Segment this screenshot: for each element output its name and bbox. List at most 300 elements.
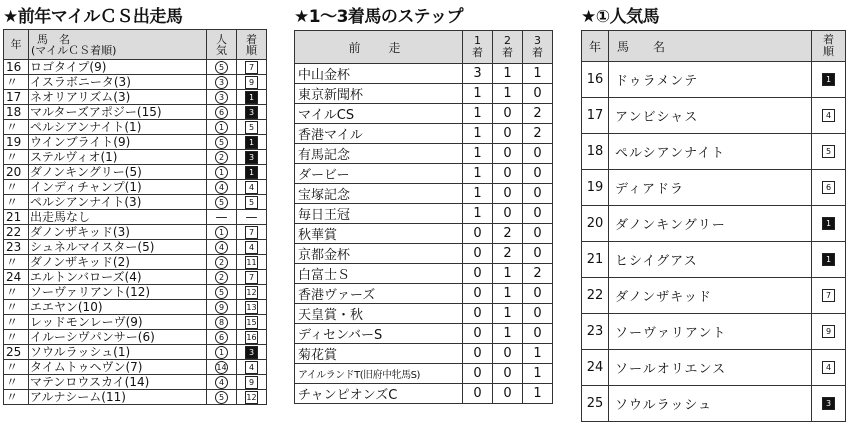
table-row bbox=[295, 264, 553, 284]
race-cell: 毎日王冠 bbox=[295, 204, 463, 224]
popularity-circle: 9 bbox=[215, 301, 228, 314]
table-row bbox=[4, 285, 267, 300]
popularity-circle: 5 bbox=[215, 196, 228, 209]
popularity-cell bbox=[207, 225, 237, 240]
table-row bbox=[295, 304, 553, 324]
fav-name-cell: ペルシアンナイト bbox=[609, 134, 812, 170]
horse-cell: マルターズアポジー(15) bbox=[29, 105, 207, 120]
third-count-cell: 0 bbox=[523, 304, 553, 324]
fav-year-cell: 21 bbox=[582, 242, 609, 278]
prior-steps-table bbox=[294, 30, 553, 404]
fav-finish-cell bbox=[812, 386, 846, 422]
finish-box: 4 bbox=[245, 181, 258, 194]
finish-box: 1 bbox=[822, 217, 835, 230]
finish-cell bbox=[237, 225, 267, 240]
table-row bbox=[582, 98, 846, 134]
finish-header bbox=[237, 30, 267, 60]
fav-name-cell: ソーヴァリアント bbox=[609, 314, 812, 350]
second-count-cell: 0 bbox=[493, 184, 523, 204]
popularity-circle: 4 bbox=[215, 181, 228, 194]
favorites-title: ★①人気馬 bbox=[581, 7, 660, 27]
finish-box: 1 bbox=[245, 166, 258, 179]
table-row bbox=[4, 180, 267, 195]
popularity-circle: 2 bbox=[215, 151, 228, 164]
popularity-header bbox=[207, 30, 237, 60]
third-count-cell: 2 bbox=[523, 264, 553, 284]
horse-cell: レッドモンレーヴ(9) bbox=[29, 315, 207, 330]
first-count-cell: 1 bbox=[463, 164, 493, 184]
finish-cell bbox=[237, 240, 267, 255]
race-cell: 菊花賞 bbox=[295, 344, 463, 364]
finish-box: 3 bbox=[245, 151, 258, 164]
finish-cell bbox=[237, 345, 267, 360]
finish-box: 4 bbox=[822, 361, 835, 374]
table-row bbox=[4, 345, 267, 360]
horse-cell: 出走馬なし bbox=[29, 210, 207, 225]
popularity-cell bbox=[207, 75, 237, 90]
table-row bbox=[4, 360, 267, 375]
finish-box: 3 bbox=[245, 106, 258, 119]
second-count-cell: 0 bbox=[493, 204, 523, 224]
year-cell: 23 bbox=[4, 240, 29, 255]
popularity-cell bbox=[207, 330, 237, 345]
third-count-cell: 0 bbox=[523, 224, 553, 244]
table-row bbox=[4, 135, 267, 150]
popularity-cell bbox=[207, 300, 237, 315]
fav-year-cell: 24 bbox=[582, 350, 609, 386]
table-row bbox=[582, 206, 846, 242]
second-count-cell: 1 bbox=[493, 264, 523, 284]
year-cell: 16 bbox=[4, 60, 29, 75]
table-row bbox=[582, 386, 846, 422]
finish-cell bbox=[237, 135, 267, 150]
popularity-circle: 4 bbox=[215, 376, 228, 389]
fav-year-cell: 18 bbox=[582, 134, 609, 170]
third-count-cell: 0 bbox=[523, 324, 553, 344]
race-cell: 東京新聞杯 bbox=[295, 84, 463, 104]
popularity-header-line2: 気 bbox=[216, 43, 227, 57]
fav-finish-cell bbox=[812, 134, 846, 170]
first-place-header-label: 着 bbox=[472, 46, 483, 59]
table-row bbox=[4, 120, 267, 135]
table-row bbox=[582, 314, 846, 350]
table-row bbox=[295, 324, 553, 344]
second-count-cell: 2 bbox=[493, 244, 523, 264]
first-count-cell: 0 bbox=[463, 304, 493, 324]
table-row bbox=[295, 224, 553, 244]
finish-cell bbox=[237, 330, 267, 345]
fav-finish-cell bbox=[812, 350, 846, 386]
first-count-cell: 1 bbox=[463, 144, 493, 164]
table-row bbox=[4, 60, 267, 75]
horse-cell: エルトンバローズ(4) bbox=[29, 270, 207, 285]
finish-cell bbox=[237, 120, 267, 135]
third-place-header-label: 着 bbox=[532, 46, 543, 59]
finish-box: 13 bbox=[246, 303, 257, 312]
table-row bbox=[4, 90, 267, 105]
table-row bbox=[4, 210, 267, 225]
finish-box: 7 bbox=[245, 271, 258, 284]
fav-finish-cell bbox=[812, 206, 846, 242]
fav-name-header: 馬 名 bbox=[609, 31, 812, 62]
popularity-circle: 2 bbox=[215, 271, 228, 284]
popularity-cell bbox=[207, 315, 237, 330]
favorites-body bbox=[582, 62, 846, 422]
table-row bbox=[4, 75, 267, 90]
second-count-cell: 0 bbox=[493, 164, 523, 184]
fav-name-cell: ソウルラッシュ bbox=[609, 386, 812, 422]
table-row bbox=[4, 150, 267, 165]
horse-header-line1: 馬 名 bbox=[37, 32, 70, 46]
third-place-header-num: 3 bbox=[534, 34, 541, 47]
year-cell: 〃 bbox=[4, 390, 29, 405]
finish-box: 15 bbox=[246, 318, 257, 327]
finish-cell bbox=[237, 300, 267, 315]
table-row bbox=[295, 144, 553, 164]
horse-header-line2: (マイルＣＳ着順) bbox=[31, 43, 117, 57]
fav-finish-cell bbox=[812, 98, 846, 134]
table-row bbox=[4, 375, 267, 390]
popularity-cell bbox=[207, 105, 237, 120]
finish-cell bbox=[237, 150, 267, 165]
past-entries-table bbox=[3, 29, 267, 405]
finish-box: 1 bbox=[822, 73, 835, 86]
year-cell: 〃 bbox=[4, 315, 29, 330]
second-count-cell: 1 bbox=[493, 284, 523, 304]
race-cell: ダービー bbox=[295, 164, 463, 184]
popularity-cell bbox=[207, 150, 237, 165]
fav-year-cell: 25 bbox=[582, 386, 609, 422]
first-count-cell: 0 bbox=[463, 364, 493, 384]
second-count-cell: 0 bbox=[493, 104, 523, 124]
third-count-cell: 0 bbox=[523, 204, 553, 224]
finish-box: 9 bbox=[245, 376, 258, 389]
table-row bbox=[295, 384, 553, 404]
table-row bbox=[295, 64, 553, 84]
horse-cell: マテンロウスカイ(14) bbox=[29, 375, 207, 390]
finish-cell bbox=[237, 60, 267, 75]
table-row bbox=[582, 350, 846, 386]
race-cell: ディセンバーS bbox=[295, 324, 463, 344]
popularity-circle: 14 bbox=[216, 363, 227, 372]
table-row bbox=[295, 104, 553, 124]
finish-cell bbox=[237, 90, 267, 105]
prior-steps-body bbox=[295, 64, 553, 404]
fav-name-cell: ソールオリエンス bbox=[609, 350, 812, 386]
race-header: 前 走 bbox=[295, 31, 463, 64]
past-entries-body bbox=[4, 60, 267, 405]
fav-finish-cell bbox=[812, 170, 846, 206]
year-cell: 17 bbox=[4, 90, 29, 105]
finish-cell bbox=[237, 285, 267, 300]
table-row bbox=[582, 170, 846, 206]
finish-box: 4 bbox=[822, 109, 835, 122]
table-row bbox=[582, 134, 846, 170]
popularity-circle: 5 bbox=[215, 286, 228, 299]
horse-cell: シュネルマイスター(5) bbox=[29, 240, 207, 255]
finish-cell bbox=[237, 180, 267, 195]
fav-name-cell: ダノンキングリー bbox=[609, 206, 812, 242]
horse-cell: ペルシアンナイト(1) bbox=[29, 120, 207, 135]
fav-year-cell: 17 bbox=[582, 98, 609, 134]
first-count-cell: 1 bbox=[463, 104, 493, 124]
fav-name-cell: ドゥラメンテ bbox=[609, 62, 812, 98]
finish-cell bbox=[237, 210, 267, 225]
third-count-cell: 2 bbox=[523, 104, 553, 124]
year-cell: 〃 bbox=[4, 75, 29, 90]
fav-name-cell: アンビシャス bbox=[609, 98, 812, 134]
year-cell: 〃 bbox=[4, 330, 29, 345]
table-row bbox=[582, 62, 846, 98]
third-count-cell: 1 bbox=[523, 364, 553, 384]
year-cell: 18 bbox=[4, 105, 29, 120]
first-count-cell: 1 bbox=[463, 204, 493, 224]
first-count-cell: 0 bbox=[463, 384, 493, 404]
second-place-header-num: 2 bbox=[504, 34, 511, 47]
horse-cell: ダノンザキッド(2) bbox=[29, 255, 207, 270]
horse-cell: タイムトゥヘヴン(7) bbox=[29, 360, 207, 375]
finish-box: 12 bbox=[246, 393, 257, 402]
year-cell: 〃 bbox=[4, 120, 29, 135]
popularity-cell bbox=[207, 120, 237, 135]
fav-finish-header-line1: 着 bbox=[823, 33, 834, 46]
popularity-cell bbox=[207, 345, 237, 360]
finish-box: 3 bbox=[822, 397, 835, 410]
year-cell: 20 bbox=[4, 165, 29, 180]
third-count-cell: 0 bbox=[523, 84, 553, 104]
favorites-table bbox=[581, 30, 846, 422]
finish-box: 1 bbox=[245, 136, 258, 149]
year-header: 年 bbox=[4, 30, 29, 60]
first-count-cell: 0 bbox=[463, 344, 493, 364]
horse-cell: イスラボニータ(3) bbox=[29, 75, 207, 90]
year-cell: 19 bbox=[4, 135, 29, 150]
horse-cell: ネオリアリズム(3) bbox=[29, 90, 207, 105]
race-cell: 香港ヴァーズ bbox=[295, 284, 463, 304]
race-cell: 天皇賞・秋 bbox=[295, 304, 463, 324]
table-row bbox=[4, 390, 267, 405]
finish-cell bbox=[237, 255, 267, 270]
first-count-cell: 0 bbox=[463, 244, 493, 264]
popularity-circle: 6 bbox=[215, 106, 228, 119]
finish-cell bbox=[237, 105, 267, 120]
year-cell: 〃 bbox=[4, 195, 29, 210]
second-count-cell: 2 bbox=[493, 224, 523, 244]
popularity-cell bbox=[207, 270, 237, 285]
race-cell: 京都金杯 bbox=[295, 244, 463, 264]
finish-box: 11 bbox=[246, 258, 257, 267]
third-count-cell: 0 bbox=[523, 284, 553, 304]
third-count-cell: 1 bbox=[523, 344, 553, 364]
popularity-cell bbox=[207, 210, 237, 225]
fav-finish-cell bbox=[812, 62, 846, 98]
first-place-header bbox=[463, 31, 493, 64]
race-cell: 中山金杯 bbox=[295, 64, 463, 84]
first-count-cell: 0 bbox=[463, 224, 493, 244]
table-row bbox=[4, 225, 267, 240]
race-cell: 有馬記念 bbox=[295, 144, 463, 164]
table-row bbox=[4, 255, 267, 270]
second-count-cell: 0 bbox=[493, 124, 523, 144]
horse-cell: エエヤン(10) bbox=[29, 300, 207, 315]
third-count-cell: 0 bbox=[523, 244, 553, 264]
finish-box: 5 bbox=[245, 196, 258, 209]
second-count-cell: 1 bbox=[493, 64, 523, 84]
finish-box: 5 bbox=[822, 145, 835, 158]
table-row bbox=[4, 105, 267, 120]
race-cell: 秋華賞 bbox=[295, 224, 463, 244]
horse-cell: ダノンキングリー(5) bbox=[29, 165, 207, 180]
third-count-cell: 1 bbox=[523, 384, 553, 404]
table-row bbox=[4, 270, 267, 285]
year-cell: 〃 bbox=[4, 360, 29, 375]
finish-box: 4 bbox=[245, 241, 258, 254]
table-row bbox=[295, 344, 553, 364]
fav-year-cell: 20 bbox=[582, 206, 609, 242]
fav-year-cell: 23 bbox=[582, 314, 609, 350]
finish-box: 7 bbox=[245, 61, 258, 74]
popularity-circle: 2 bbox=[215, 256, 228, 269]
horse-cell: ペルシアンナイト(3) bbox=[29, 195, 207, 210]
year-cell: 〃 bbox=[4, 285, 29, 300]
second-count-cell: 0 bbox=[493, 364, 523, 384]
popularity-cell bbox=[207, 195, 237, 210]
fav-finish-cell bbox=[812, 314, 846, 350]
race-cell: 白富士Ｓ bbox=[295, 264, 463, 284]
horse-cell: アルナシーム(11) bbox=[29, 390, 207, 405]
table-row bbox=[295, 124, 553, 144]
table-row bbox=[4, 165, 267, 180]
finish-box: 9 bbox=[822, 325, 835, 338]
second-count-cell: 1 bbox=[493, 304, 523, 324]
year-cell: 〃 bbox=[4, 180, 29, 195]
year-cell: 22 bbox=[4, 225, 29, 240]
popularity-circle: 3 bbox=[215, 76, 228, 89]
year-cell: 〃 bbox=[4, 300, 29, 315]
finish-box: 9 bbox=[245, 76, 258, 89]
horse-cell: イルーシヴパンサー(6) bbox=[29, 330, 207, 345]
third-count-cell: 0 bbox=[523, 184, 553, 204]
finish-cell bbox=[237, 360, 267, 375]
popularity-cell bbox=[207, 60, 237, 75]
finish-box: 5 bbox=[245, 121, 258, 134]
finish-cell bbox=[237, 315, 267, 330]
finish-box: 7 bbox=[245, 226, 258, 239]
table-row bbox=[582, 242, 846, 278]
popularity-cell bbox=[207, 135, 237, 150]
race-cell: 香港マイル bbox=[295, 124, 463, 144]
finish-cell bbox=[237, 165, 267, 180]
finish-box: 4 bbox=[245, 361, 258, 374]
table-row bbox=[4, 195, 267, 210]
finish-box: 1 bbox=[245, 91, 258, 104]
popularity-circle: 5 bbox=[215, 61, 228, 74]
fav-name-cell: ダノンザキッド bbox=[609, 278, 812, 314]
popularity-circle: 1 bbox=[215, 346, 228, 359]
race-cell: マイルCS bbox=[295, 104, 463, 124]
third-count-cell: 2 bbox=[523, 124, 553, 144]
finish-cell bbox=[237, 375, 267, 390]
popularity-circle: 5 bbox=[215, 136, 228, 149]
second-count-cell: 0 bbox=[493, 344, 523, 364]
table-row bbox=[4, 240, 267, 255]
third-count-cell: 1 bbox=[523, 64, 553, 84]
first-count-cell: 1 bbox=[463, 124, 493, 144]
year-cell: 21 bbox=[4, 210, 29, 225]
third-place-header bbox=[523, 31, 553, 64]
horse-cell: インディチャンプ(1) bbox=[29, 180, 207, 195]
finish-box: 12 bbox=[246, 288, 257, 297]
finish-cell bbox=[237, 75, 267, 90]
finish-cell bbox=[237, 390, 267, 405]
third-count-cell: 0 bbox=[523, 164, 553, 184]
finish-box: 7 bbox=[822, 289, 835, 302]
popularity-cell bbox=[207, 90, 237, 105]
horse-cell: ソーヴァリアント(12) bbox=[29, 285, 207, 300]
second-count-cell: 0 bbox=[493, 144, 523, 164]
finish-box: 16 bbox=[246, 333, 257, 342]
finish-value: — bbox=[245, 210, 258, 224]
table-row bbox=[582, 278, 846, 314]
finish-header-line1: 着 bbox=[246, 32, 257, 46]
fav-year-header: 年 bbox=[582, 31, 609, 62]
race-cell: 宝塚記念 bbox=[295, 184, 463, 204]
first-count-cell: 0 bbox=[463, 324, 493, 344]
fav-finish-cell bbox=[812, 242, 846, 278]
table-row bbox=[4, 330, 267, 345]
popularity-circle: 3 bbox=[215, 91, 228, 104]
second-count-cell: 0 bbox=[493, 384, 523, 404]
finish-box: 6 bbox=[822, 181, 835, 194]
popularity-cell bbox=[207, 255, 237, 270]
first-count-cell: 3 bbox=[463, 64, 493, 84]
horse-cell: ウインブライト(9) bbox=[29, 135, 207, 150]
popularity-cell bbox=[207, 165, 237, 180]
popularity-header-line1: 人 bbox=[216, 32, 227, 46]
horse-cell: ロゴタイプ(9) bbox=[29, 60, 207, 75]
popularity-circle: 6 bbox=[215, 331, 228, 344]
fav-name-cell: ディアドラ bbox=[609, 170, 812, 206]
fav-finish-cell bbox=[812, 278, 846, 314]
second-place-header bbox=[493, 31, 523, 64]
race-cell: アイルランドT(旧府中牝馬S) bbox=[295, 364, 463, 384]
second-place-header-label: 着 bbox=[502, 46, 513, 59]
popularity-circle: 5 bbox=[215, 391, 228, 404]
popularity-cell bbox=[207, 390, 237, 405]
third-count-cell: 0 bbox=[523, 144, 553, 164]
table-row bbox=[295, 84, 553, 104]
table-row bbox=[4, 315, 267, 330]
first-place-header-num: 1 bbox=[474, 34, 481, 47]
table-row bbox=[295, 204, 553, 224]
table-row bbox=[295, 364, 553, 384]
year-cell: 24 bbox=[4, 270, 29, 285]
finish-header-line2: 順 bbox=[246, 43, 257, 57]
horse-cell: ソウルラッシュ(1) bbox=[29, 345, 207, 360]
horse-cell: ダノンザキッド(3) bbox=[29, 225, 207, 240]
first-count-cell: 0 bbox=[463, 284, 493, 304]
year-cell: 25 bbox=[4, 345, 29, 360]
fav-year-cell: 19 bbox=[582, 170, 609, 206]
prior-steps-title: ★1〜3着馬のステップ bbox=[294, 7, 464, 27]
table-row bbox=[4, 300, 267, 315]
second-count-cell: 1 bbox=[493, 324, 523, 344]
popularity-value: — bbox=[215, 210, 228, 224]
second-count-cell: 1 bbox=[493, 84, 523, 104]
horse-header bbox=[29, 30, 207, 60]
table-row bbox=[295, 164, 553, 184]
finish-box: 3 bbox=[245, 346, 258, 359]
